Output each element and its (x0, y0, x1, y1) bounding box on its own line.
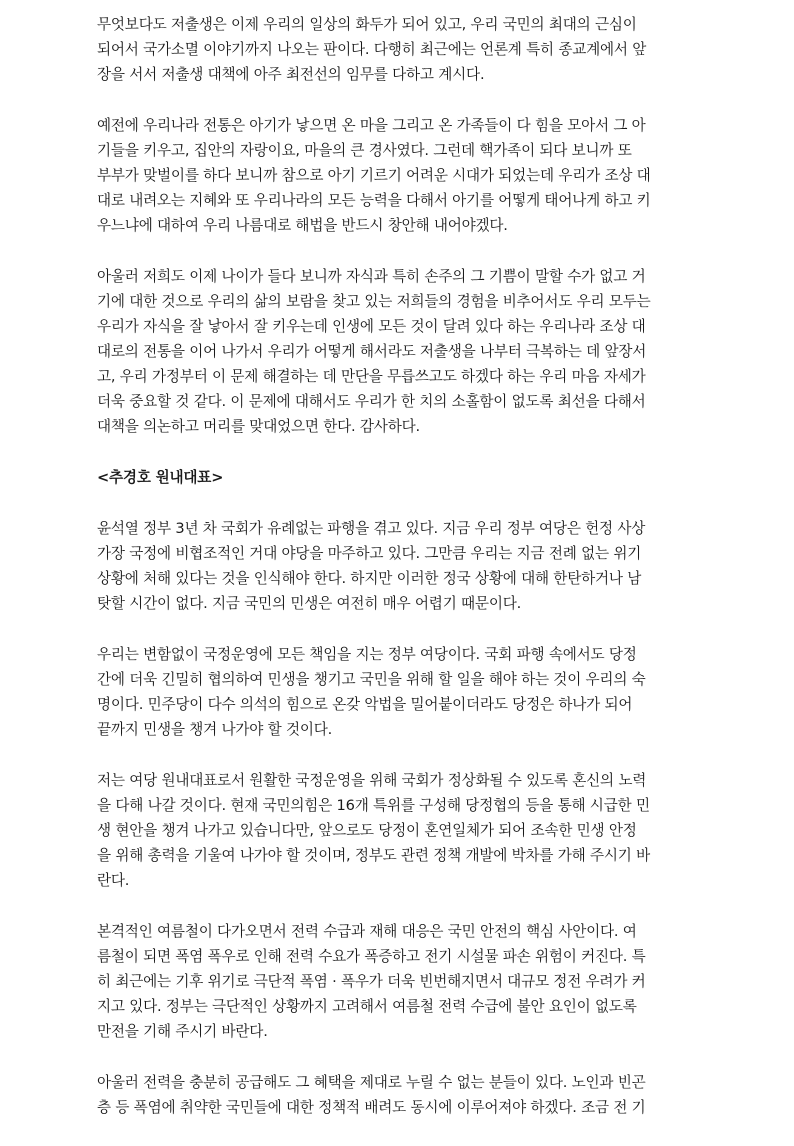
text-line: 부부가 맞벌이를 하다 보니까 참으로 아기 기르기 어려운 시대가 되었는데 우리가 조상 대 (97, 167, 651, 184)
text-line: 기에 대한 것으로 우리의 삶의 보람을 찾고 있는 저희들의 경험을 비추어서도 우리 모두는 (97, 293, 651, 310)
text-line: 장을 서서 저출생 대책에 아주 최전선의 임무를 다하고 계시다. (97, 66, 485, 83)
text-line: 가장 국정에 비협조적인 거대 야당을 마주하고 있다. 그만큼 우리는 지금 전례 없는 위기 (97, 545, 642, 562)
text-line: 예전에 우리나라 전통은 아기가 낳으면 온 마을 그리고 온 가족들이 다 힘을 모아서 그 아 (97, 117, 646, 134)
text-line: 끝까지 민생을 챙겨 나가야 할 것이다. (97, 721, 333, 738)
paragraph-6 (97, 768, 697, 893)
text-line: 란다. (97, 872, 130, 889)
paragraph-4 (97, 516, 697, 616)
text-line: 상황에 처해 있다는 것을 인식해야 한다. 하지만 이러한 정국 상황에 대해 한탄하거나 남 (97, 570, 642, 587)
paragraph-7 (97, 919, 697, 1044)
text-line: 대책을 의논하고 머리를 맞대었으면 한다. 감사하다. (97, 418, 420, 435)
text-line: 기들을 키우고, 집안의 자랑이요, 마을의 큰 경사였다. 그런데 핵가족이 되다 보니까 또 (97, 142, 632, 159)
text-line: 우리가 자식을 잘 낳아서 잘 키우는데 인생에 모든 것이 달려 있다 하는 우리나라 조상 대 (97, 318, 646, 335)
paragraph-8 (97, 1070, 697, 1120)
text-line: 명이다. 민주당이 다수 의석의 힘으로 온갖 악법을 밀어붙이더라도 당정은 하나가 되어 (97, 696, 633, 713)
section-heading: <추경호 원내대표> (97, 469, 224, 486)
paragraph-5 (97, 642, 697, 742)
text-line: 을 위해 총력을 기울여 나가야 할 것이며, 정부도 관련 정책 개발에 박차를 가해 주시기 바 (97, 847, 651, 864)
text-line: 더욱 중요할 것 같다. 이 문제에 대해서도 우리가 한 치의 소홀함이 없도록 최선을 다해서 (97, 393, 646, 410)
text-line: 고, 우리 가정부터 이 문제 해결하는 데 만단을 무릅쓰고도 하겠다 하는 우리 마음 자세가 (97, 368, 646, 385)
text-line: 대로 내려오는 지혜와 또 우리나라의 모든 능력을 다해서 아기를 어떻게 태어나게 하고 키 (97, 192, 651, 209)
text-line: 윤석열 정부 3년 차 국회가 유례없는 파행을 겪고 있다. 지금 우리 정부 여당은 헌정 사상 (97, 520, 646, 537)
paragraph-2 (97, 113, 697, 238)
text-line: 아울러 저희도 이제 나이가 들다 보니까 자식과 특히 손주의 그 기쁨이 말할 수가 없고 거 (97, 268, 646, 285)
text-line: 아울러 전력을 충분히 공급해도 그 혜택을 제대로 누릴 수 없는 분들이 있다. 노인과 빈곤 (97, 1074, 646, 1091)
text-line: 우리는 변함없이 국정운영에 모든 책임을 지는 정부 여당이다. 국회 파행 속에서도 당정 (97, 646, 637, 663)
text-line: 만전을 기해 주시기 바란다. (97, 1023, 268, 1040)
text-line: 되어서 국가소멸 이야기까지 나오는 판이다. 다행히 최근에는 언론계 특히 종교계에서 앞 (97, 41, 647, 58)
document-body (97, 12, 697, 1146)
text-line: 층 등 폭염에 취약한 국민들에 대한 정책적 배려도 동시에 이루어져야 하겠다. 조금 전 기 (97, 1099, 646, 1116)
text-line: 생 현안을 챙겨 나가고 있습니다만, 앞으로도 당정이 혼연일체가 되어 조속한 민생 안정 (97, 822, 637, 839)
text-line: 히 최근에는 기후 위기로 극단적 폭염 · 폭우가 더욱 빈번해지면서 대규모 정전 우려가 커 (97, 973, 646, 990)
text-line: 본격적인 여름철이 다가오면서 전력 수급과 재해 대응은 국민 안전의 핵심 사안이다. 여 (97, 923, 637, 940)
paragraph-1 (97, 12, 697, 87)
text-line: 름철이 되면 폭염 폭우로 인해 전력 수요가 폭증하고 전기 시설물 파손 위험이 커진다. 특 (97, 948, 646, 965)
text-line: 을 다해 나갈 것이다. 현재 국민의힘은 16개 특위를 구성해 당정협의 등을 통해 시급한 민 (97, 797, 650, 814)
paragraph-3 (97, 264, 697, 439)
text-line: 지고 있다. 정부는 극단적인 상황까지 고려해서 여름철 전력 수급에 불안 요인이 없도록 (97, 998, 637, 1015)
text-line: 우느냐에 대하여 우리 나름대로 해법을 반드시 창안해 내어야겠다. (97, 217, 508, 234)
text-line: 무엇보다도 저출생은 이제 우리의 일상의 화두가 되어 있고, 우리 국민의 최대의 근심이 (97, 16, 637, 33)
text-line: 탓할 시간이 없다. 지금 국민의 민생은 여전히 매우 어렵기 때문이다. (97, 595, 522, 612)
text-line: 저는 여당 원내대표로서 원활한 국정운영을 위해 국회가 정상화될 수 있도록 혼신의 노력 (97, 772, 647, 789)
text-line: 대로의 전통을 이어 나가서 우리가 어떻게 해서라도 저출생을 나부터 극복하는 데 앞장서 (97, 343, 647, 360)
text-line: 간에 더욱 긴밀히 협의하여 민생을 챙기고 국민을 위해 할 일을 해야 하는 것이 우리의 숙 (97, 671, 646, 688)
